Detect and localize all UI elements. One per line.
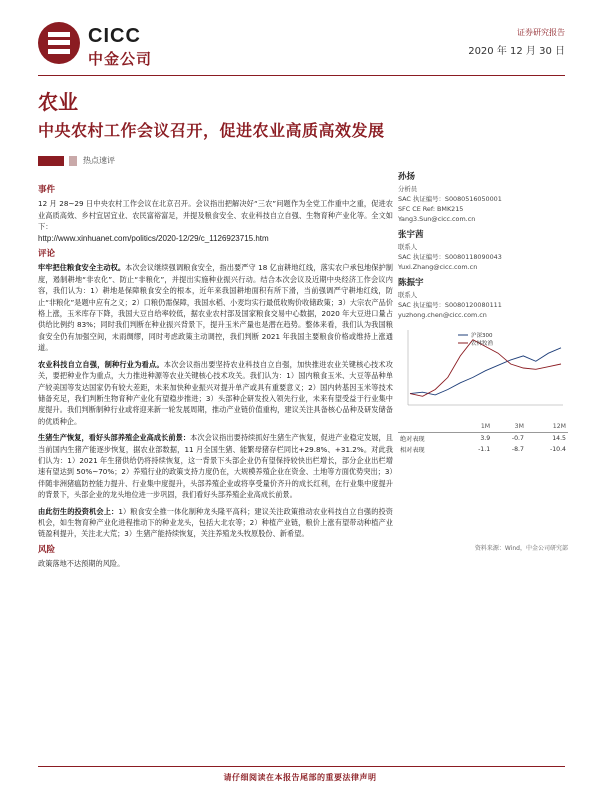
analyst-email[interactable]: yuzhong.chen@cicc.com.cn	[398, 311, 487, 319]
chart-series-line	[410, 340, 561, 397]
table-header: 3M	[492, 422, 526, 432]
logo-chinese: 中金公司	[88, 50, 153, 68]
comment-paragraph-3	[38, 432, 393, 500]
report-type: 证券研究报告	[517, 28, 565, 37]
event-title: 事件	[38, 185, 56, 195]
paragraph-body: 本次会议指出要坚持农业科技自立自强，加快推进农业关键核心技术攻关，要把种业作为重点，大力推进种源等农业关键核心技术攻关。我们认为：1）国内粮食玉米、大豆等品种单产较美国等发达国家仍有较大差距，未来加快种业振兴对提升单产或具有重要意义；2）国内转基因玉米等技术储备充足，我们判断生物育种产业化有望稳步推进；3）头部种企研发投入领先行业，未来有望受益于行业集中度提升。我们判断制种行业或将迎来新一轮发展周期，推动产业链价值重构，建议关注具备核心品种及研发储备的优质种企。	[38, 359, 393, 426]
table-cell: 14.5	[552, 434, 566, 442]
table-cell: 相对表现	[400, 446, 425, 454]
risk-text: 政策落地不达预期的风险。	[38, 559, 125, 569]
table-cell: -0.7	[511, 434, 524, 442]
tag-label: 热点速评	[83, 156, 115, 165]
analyst-email[interactable]: Yang3.Sun@cicc.com.cn	[398, 215, 476, 223]
logo-english: CICC	[88, 25, 141, 47]
report-date: 2020 年 12 月 30 日	[468, 46, 565, 57]
comment-paragraph-1	[38, 262, 393, 353]
cicc-emblem-icon	[38, 22, 80, 64]
comment-title: 评论	[38, 249, 56, 260]
legend-label: 沪深300	[471, 333, 493, 339]
table-header: 1M	[458, 422, 492, 432]
risk-title: 风险	[38, 544, 56, 555]
footer-disclaimer: 请仔细阅读在本报告尾部的重要法律声明	[223, 773, 377, 782]
paragraph-body: 本次会议指出要持续抓好生猪生产恢复，促进产业稳定发展，且当前国内生猪产能逐步恢复，据农业部数据，11 月全国生猪、能繁母猪存栏同比+29.8%、+31.2%。对此我们认为：1）2021 年生猪供给仍将持续恢复，这一背景下头部企业仍有望保持较快出栏增长，部分企业出栏增速有望达到 50%~70%；2）养殖行业的政策支持力度仍在，大规模养殖企业在资金、土地等方面优势突出；3）伴随非洲猪瘟防控能力提升、行业集中度提升，头部养殖企业或将享受量价齐升的成长红利，在行业集中度提升的背景下，头部企业的龙头地位进一步巩固，我们看好头部养殖企业高成长前景。	[38, 433, 393, 500]
legend-label: 农林牧渔	[471, 341, 494, 347]
comment-paragraph-2	[38, 359, 393, 427]
header-meta	[468, 27, 565, 57]
table-row	[398, 432, 568, 444]
tag-bar	[38, 156, 64, 166]
chart-legend	[458, 331, 494, 347]
header-divider	[38, 75, 565, 76]
cicc-logo	[38, 22, 178, 72]
analyst-card	[398, 230, 568, 272]
analyst-card	[398, 278, 568, 320]
report-tag	[38, 155, 115, 166]
analyst-role: 联系人	[398, 243, 418, 251]
analyst-sidebar	[398, 172, 568, 326]
comment-paragraph-4	[38, 506, 393, 540]
paragraph-lead: 农业科技自立自强，制种行业为看点。	[38, 359, 164, 369]
performance-table	[398, 422, 568, 455]
event-text	[38, 198, 393, 244]
analyst-name: 陈振宇	[398, 278, 424, 288]
table-cell: 绝对表现	[400, 435, 425, 443]
event-body: 12 月 28~29 日中央农村工作会议在北京召开。会议指出把解决好“三农”问题作为全党工作重中之重，促进农业高质高效、乡村宜居宜业、农民富裕富足，并提及粮食安全、农业科技自立自强、生物育种产业化等。全文如下：	[38, 199, 393, 232]
table-cell: -1.1	[478, 445, 491, 453]
analyst-name: 张宇茜	[398, 230, 424, 240]
analyst-cert: SAC 执证编号：S0080516050001	[398, 195, 502, 203]
tag-bar-light	[69, 156, 77, 166]
analyst-cert: SAC 执证编号：S0080118090043	[398, 253, 502, 261]
table-header	[398, 422, 458, 432]
analyst-role: 分析员	[398, 185, 418, 193]
table-cell: -8.7	[511, 445, 524, 453]
main-content	[38, 180, 393, 575]
paragraph-lead: 牢牢把住粮食安全主动权。	[38, 263, 126, 273]
analyst-email[interactable]: Yuxi.Zhang@cicc.com.cn	[398, 263, 478, 271]
table-cell: 3.9	[480, 434, 491, 442]
table-cell: -10.4	[549, 445, 566, 453]
performance-chart	[398, 325, 568, 415]
analyst-cert2: SFC CE Ref: BMK215	[398, 205, 464, 213]
table-header-row	[398, 422, 568, 432]
table-row	[398, 444, 568, 455]
chart-source: 资料来源：Wind，中金公司研究部	[474, 545, 568, 552]
report-headline: 中央农村工作会议召开，促进农业高质高效发展	[38, 121, 385, 140]
footer-divider	[38, 766, 565, 767]
paragraph-body: 1）粮食安全推一体化制种龙头隆平高科；建议关注政策推动农业科技自立自强的投资机会，如生物育种产业化进程推动下的种业龙头，包括大北农等；2）种植产业链，粮价上涨有望带动种植产业链盈利提升，关注北大荒；3）生猪产能持续恢复，关注养殖龙头牧原股份、新希望。	[38, 506, 393, 539]
paragraph-body: 本次会议继续强调粮食安全，指出要严守 18 亿亩耕地红线，落实农户承包地保护制度，遏制耕地“非农化”、防止“非粮化”，并提出实施种业振兴行动。结合本次会议及近期中央经济工作会议内容，我们认为：1）耕地是保障粮食安全的根本，近年来我国耕地面积有所下滑，当前强调严守耕地红线，防止“非粮化”是题中应有之义；2）口粮仍需保障，我国水稻、小麦均实行最低收购价收储政策；3）大宗农产品价格上涨，玉米库存下降，我国大豆自给率较低，据农业农村部及国家粮食交易中心数据，2020 年大豆进口量占供给比例约 83%；同时我们判断在种业振兴背景下，提升玉米产量也是潜在趋势。整体来看，我们认为我国粮食安全仍有加强空间，未雨绸缪，同时考虑政策主动调控，我们判断 2021 年我国主要粮食价格或维持上涨通道。	[38, 263, 393, 353]
analyst-card	[398, 172, 568, 224]
analyst-cert: SAC 执证编号：S0080120080111	[398, 301, 502, 309]
paragraph-lead: 由此衍生的投资机会上：	[38, 506, 119, 516]
chart-series-line	[410, 348, 561, 395]
table-header: 12M	[526, 422, 568, 432]
analyst-name: 孙扬	[398, 172, 416, 182]
sector-title: 农业	[38, 90, 78, 114]
analyst-role: 联系人	[398, 291, 418, 299]
paragraph-lead: 生猪生产恢复，看好头部养殖企业高成长前景：	[38, 433, 191, 443]
event-link[interactable]: http://www.xinhuanet.com/politics/2020-12/29/c_1126923715.htm	[38, 233, 269, 243]
chart-series-layer	[410, 340, 561, 397]
